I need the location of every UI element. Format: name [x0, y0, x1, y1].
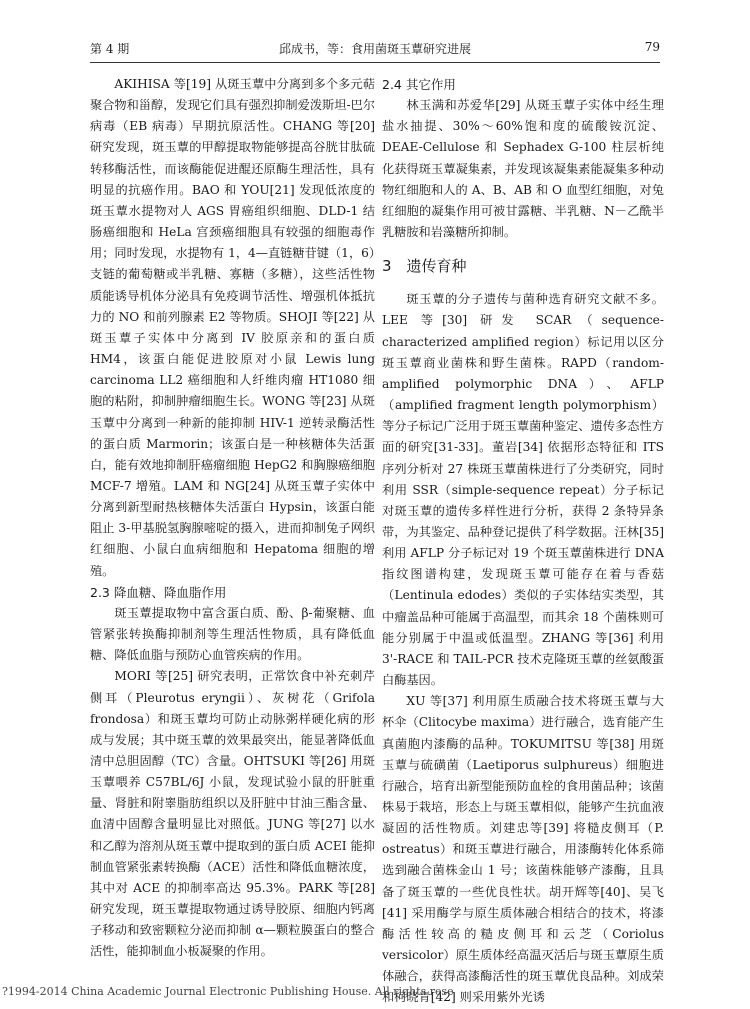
- copyright-footer: ?1994-2014 China Academic Journal Electronic Publishing House. All rights rese: [2, 985, 454, 998]
- left-column: [90, 74, 375, 963]
- running-title: 邱成书，等：食用菌斑玉蕈研究进展: [278, 42, 471, 56]
- section-heading-2-3: 2.3 降血糖、降血脂作用: [90, 584, 227, 600]
- page-number: 79: [644, 40, 660, 54]
- paragraph-molecular-genetics: 斑玉蕈的分子遗传与菌种选育研究文献不多。LEE 等[30] 研发 SCAR（sequence-characterized amplified region）标记用以区分斑玉蕈商业菌株和野生菌株。RAPD（random-amplified polymorphic DNA）、AFLP（amplified fragment length polymorphism）等分子标记广泛用于斑玉蕈菌种鉴定、遗传多态性方面的研究[31-33]。董岩[34] 依据形态特征和 ITS 序列分析对 27 株斑玉蕈菌株进行了分类研究，同时利用 SSR（simple-sequence repeat）分子标记对斑玉蕈的遗传多样性进行分析，获得 2 条特异条带，为其鉴定、品种登记提供了科学数据。汪林[35] 利用 AFLP 分子标记对 19 个斑玉蕈菌株进行 DNA 指纹图谱构建，发现斑玉蕈可能存在着与香菇（Lentinula edodes）类似的子实体结实类型，其中瘤盖品种可能属于高温型，而其余 18 个菌株则可能分别属于中温或低温型。ZHANG 等[36] 利用 3'-RACE 和 TAIL-PCR 技术克隆斑玉蕈的丝氨酸蛋白酶基因。: [382, 292, 664, 688]
- right-column: [382, 74, 664, 1009]
- paragraph-hypoglycemic-studies: MORI 等[25] 研究表明，正常饮食中补充刺芹侧耳（Pleurotus eryngii）、灰树花（Grifola frondosa）和斑玉蕈均可防止动脉粥样硬化病的形成与发展；其中斑玉蕈的效果最突出，能显著降低血清中总胆固醇（TC）含量。OHTSUKI 等[26] 用斑玉蕈喂养 C57BL/6J 小鼠，发现试验小鼠的肝脏重量、肾脏和附睾脂肪组织以及肝脏中甘油三酯含量、血清中固醇含量明显比对照低。JUNG 等[27] 以水和乙醇为溶剂从斑玉蕈中提取到的蛋白质 ACEI 能抑制血管紧张素转换酶（ACE）活性和降低血糖浓度，其中对 ACE 的抑制率高达 95.3%。PARK 等[28] 研究发现，斑玉蕈提取物通过诱导胶原、细胞内钙离子移动和致密颗粒分泌而抑制 α—颗粒膜蛋白的整合活性，能抑制血小板凝聚的作用。: [90, 669, 375, 959]
- section-heading-3: 3 遗传育种: [382, 257, 467, 276]
- paragraph-antitumor: AKIHISA 等[19] 从斑玉蕈中分离到多个多元萜聚合物和甾醇，发现它们具有强烈抑制爱泼斯坦-巴尔病毒（EB 病毒）早期抗原活性。CHANG 等[20] 研究发现，斑玉蕈的甲醇提取物能够提高谷胱甘肽硫转移酶活性，而该酶能促进醌还原酶生理活性，具有明显的抗癌作用。BAO 和 YOU[21] 发现低浓度的斑玉蕈水提物对人 AGS 胃癌组织细胞、DLD-1 结肠癌细胞和 HeLa 宫颈癌细胞具有较强的细胞毒作用；同时发现，水提物有 1，4—直链糖苷键（1，6）支链的葡萄糖或半乳糖、寡糖（多糖），这些活性物质能诱导机体分泌具有免疫调节活性、增强机体抵抗力的 NO 和前列腺素 E2 等物质。SHOJI 等[22] 从斑玉蕈子实体中分离到 IV 胶原亲和的蛋白质 HM4，该蛋白能促进胶原对小鼠 Lewis lung carcinoma LL2 癌细胞和人纤维肉瘤 HT1080 细胞的粘附，抑制肿瘤细胞生长。WONG 等[23] 从斑玉蕈中分离到一种新的能抑制 HIV-1 逆转录酶活性的蛋白质 Marmorin；该蛋白是一种核糖体失活蛋白，能有效地抑制肝癌瘤细胞 HepG2 和胸腺癌细胞 MCF-7 增殖。LAM 和 NG[24] 从斑玉蕈子实体中分离到新型耐热核糖体失活蛋白 Hypsin，该蛋白能阻止 3-甲基脱氢胸腺嘧啶的摄入，进而抑制兔子网织红细胞、小鼠白血病细胞和 Hepatoma 细胞的增殖。: [90, 77, 375, 578]
- section-heading-2-4: 2.4 其它作用: [382, 77, 456, 92]
- paragraph-protoplast-fusion: XU 等[37] 利用原生质融合技术将斑玉蕈与大杯伞（Clitocybe maxima）进行融合，选育能产生真菌胞内漆酶的品种。TOKUMITSU 等[38] 用斑玉蕈与硫磺菌（Laetiporus sulphureus）细胞进行融合，培育出新型能预防血栓的食用菌品种；该菌株易于栽培，形态上与斑玉蕈相似，能够产生抗血液凝固的活性物质。刘建忠等[39] 将糙皮侧耳（P. ostreatus）和斑玉蕈进行融合，用漆酶转化体系筛选到融合菌株金山 1 号；该菌株能够产漆酶，且具备了斑玉蕈的一些优良性状。胡开辉等[40]、吴飞[41] 采用酶学与原生质体融合相结合的技术，将漆酶活性较高的糙皮侧耳和云芝（Coriolus versicolor）原生质体经高温灭活后与斑玉蕈原生质体融合，获得高漆酶活性的斑玉蕈优良品种。刘成荣和柯晓青[42] 则采用紫外光诱: [382, 694, 664, 1005]
- running-header: [90, 40, 660, 63]
- paragraph-hypoglycemic-intro: 斑玉蕈提取物中富含蛋白质、酚、β-葡聚糖、血管紧张转换酶抑制剂等生理活性物质，具有降低血糖、降低血脂与预防心血管疾病的作用。: [90, 605, 375, 663]
- issue-number: 第 4 期: [90, 42, 130, 56]
- paragraph-other-effects: 林玉满和苏爱华[29] 从斑玉蕈子实体中经生理盐水抽提、30%～60%饱和度的硫酸铵沉淀、DEAE-Cellulose 和 Sephadex G-100 柱层析纯化获得斑玉蕈凝集素，并发现该凝集素能凝集多种动物红细胞和人的 A、B、AB 和 O 血型红细胞，对兔红细胞的凝集作用可被甘露糖、半乳糖、N－乙酰半乳糖胺和岩藻糖所抑制。: [382, 98, 664, 240]
